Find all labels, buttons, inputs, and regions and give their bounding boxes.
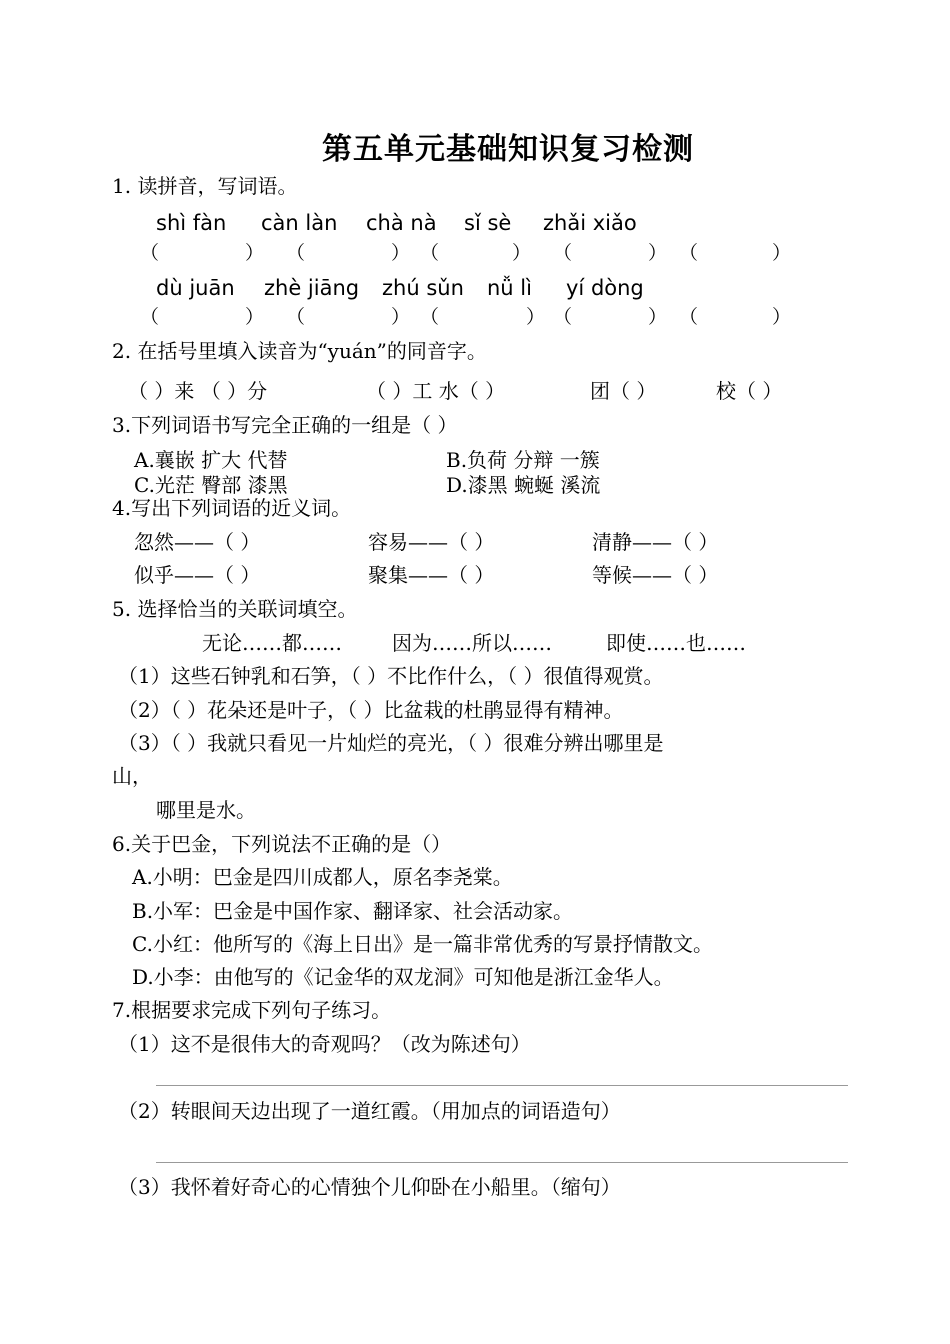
q4-item[interactable]: 清静——（ ） — [592, 530, 719, 554]
q2-item[interactable]: 校（ ） — [716, 379, 783, 403]
answer-blank-close: ） — [772, 242, 792, 264]
pinyin-2-1: dù juān — [156, 276, 235, 300]
q4-item[interactable]: 忽然——（ ） — [134, 530, 261, 554]
answer-blank-open[interactable]: （ — [286, 242, 306, 264]
q2-item[interactable]: （ ）工 水（ ） — [366, 379, 506, 403]
answer-line[interactable] — [156, 1162, 848, 1163]
q3-option-d[interactable]: D.漆黑 蜿蜒 溪流 — [446, 473, 601, 497]
answer-blank-open[interactable]: （ — [140, 242, 160, 264]
answer-blank-open[interactable]: （ — [679, 306, 699, 328]
q7-sentence-1: （1）这不是很伟大的奇观吗？（改为陈述句） — [118, 1032, 531, 1056]
q4-item[interactable]: 聚集——（ ） — [368, 563, 495, 587]
q3-option-b[interactable]: B.负荷 分辩 一簇 — [446, 448, 600, 472]
q7-heading: 7.根据要求完成下列句子练习。 — [112, 998, 392, 1022]
answer-blank-close: ） — [245, 242, 265, 264]
answer-blank-close: ） — [245, 306, 265, 328]
q6-heading: 6.关于巴金，下列说法不正确的是（） — [112, 832, 452, 856]
answer-blank-open[interactable]: （ — [553, 242, 573, 264]
q4-item[interactable]: 容易——（ ） — [368, 530, 495, 554]
q4-item[interactable]: 似乎——（ ） — [134, 563, 261, 587]
answer-blank-close: ） — [391, 306, 411, 328]
q6-option-c[interactable]: C.小红：他所写的《海上日出》是一篇非常优秀的写景抒情散文。 — [132, 932, 713, 956]
q5-option: 因为……所以…… — [392, 631, 552, 655]
pinyin-1-1: shì fàn — [156, 211, 227, 235]
pinyin-1-4: sǐ sè — [464, 211, 512, 235]
q2-item[interactable]: （ ）来 （ ）分 — [128, 379, 268, 403]
answer-blank-open[interactable]: （ — [553, 306, 573, 328]
q5-option: 即使……也…… — [606, 631, 746, 655]
q5-sentence-2[interactable]: （2）（ ）花朵还是叶子，（ ）比盆栽的杜鹃显得有精神。 — [118, 698, 624, 722]
q6-option-b[interactable]: B.小军：巴金是中国作家、翻译家、社会活动家。 — [132, 899, 574, 923]
q3-heading: 3.下列词语书写完全正确的一组是（ ） — [112, 413, 458, 437]
q5-sentence-3-wrap: 山， — [112, 764, 152, 788]
answer-blank-close: ） — [391, 242, 411, 264]
q5-sentence-3[interactable]: （3）（ ）我就只看见一片灿烂的亮光，（ ）很难分辨出哪里是 — [118, 731, 664, 755]
q6-option-a[interactable]: A.小明：巴金是四川成都人，原名李尧棠。 — [132, 865, 513, 889]
q7-sentence-2: （2）转眼间天边出现了一道红霞。（用加点的词语造句） — [118, 1099, 621, 1123]
q7-sentence-3: （3）我怀着好奇心的心情独个儿仰卧在小船里。（缩句） — [118, 1175, 621, 1199]
q5-option: 无论……都…… — [202, 631, 342, 655]
q3-option-c[interactable]: C.光茫 臀部 漆黑 — [134, 473, 288, 497]
answer-blank-close: ） — [648, 242, 668, 264]
q4-heading: 4.写出下列词语的近义词。 — [112, 496, 352, 520]
q3-option-a[interactable]: A.襄嵌 扩大 代替 — [134, 448, 288, 472]
page-title: 第五单元基础知识复习检测 — [322, 132, 694, 167]
pinyin-1-3: chà nà — [366, 211, 437, 235]
pinyin-2-3: zhú sǔn — [382, 276, 464, 300]
q5-sentence-1[interactable]: （1）这些石钟乳和石笋，（ ）不比作什么，（ ）很值得观赏。 — [118, 664, 664, 688]
answer-blank-open[interactable]: （ — [679, 242, 699, 264]
q6-option-d[interactable]: D.小李：由他写的《记金华的双龙洞》可知他是浙江金华人。 — [132, 965, 674, 989]
answer-line[interactable] — [156, 1085, 848, 1086]
q1-heading: 1. 读拼音，写词语。 — [112, 174, 298, 198]
q4-item[interactable]: 等候——（ ） — [592, 563, 719, 587]
answer-blank-open[interactable]: （ — [140, 306, 160, 328]
q2-heading: 2. 在括号里填入读音为“yuán”的同音字。 — [112, 339, 487, 363]
pinyin-2-4: nǚ lì — [487, 276, 532, 300]
pinyin-2-5: yí dòng — [566, 276, 644, 300]
answer-blank-open[interactable]: （ — [286, 306, 306, 328]
pinyin-1-5: zhǎi xiǎo — [543, 211, 637, 235]
pinyin-2-2: zhè jiāng — [264, 276, 360, 300]
answer-blank-open[interactable]: （ — [420, 242, 440, 264]
answer-blank-close: ） — [526, 306, 546, 328]
pinyin-1-2: càn làn — [261, 211, 338, 235]
q2-item[interactable]: 团（ ） — [590, 379, 657, 403]
q5-sentence-3-cont: 哪里是水。 — [156, 798, 256, 822]
answer-blank-close: ） — [512, 242, 532, 264]
answer-blank-close: ） — [648, 306, 668, 328]
answer-blank-open[interactable]: （ — [420, 306, 440, 328]
q5-heading: 5. 选择恰当的关联词填空。 — [112, 597, 358, 621]
answer-blank-close: ） — [772, 306, 792, 328]
